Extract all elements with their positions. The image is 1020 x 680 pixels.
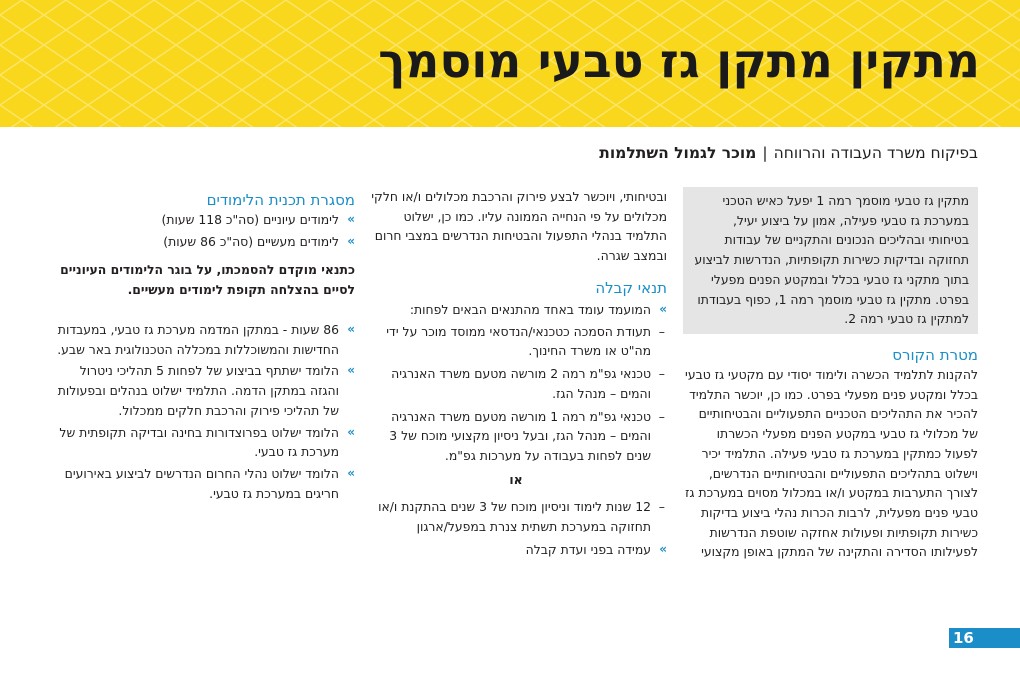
hours-text: לימודים מעשיים (סה"כ 86 שעות) bbox=[163, 233, 339, 249]
list-item bbox=[365, 300, 667, 320]
chevron-double-left-icon: » bbox=[347, 465, 355, 480]
intro-text: מתקין גז טבעי מוסמך רמה 1 יפעל כאיש הטכני במערכת גז טבעי פעילה, אמון על ביצוע יעיל, בטיחותי ובהליכים הנכונים והתקניים של עבודות תחזוקה ובדיקות כשירות תקופתיות, הנדרשות לביצוע בתוך מתקני גז טבעי בכלל ובמקטע הפנים מפעלי בפרט. מתקין גז טבעי מוסמך רמה 1, כפוף בעבודתו למתקין גז טבעי רמה 2. bbox=[694, 193, 969, 327]
page-number-tab bbox=[949, 628, 1020, 648]
list-item bbox=[55, 464, 355, 503]
page-number: 16 bbox=[953, 629, 974, 647]
admission-heading: תנאי קבלה bbox=[595, 279, 667, 297]
intro-box bbox=[683, 187, 978, 334]
curriculum-heading: מסגרת תכנית הלימודים bbox=[206, 191, 355, 209]
page-title: מתקין מתקן גז טבעי מוסמך bbox=[378, 34, 980, 89]
chevron-double-left-icon: » bbox=[347, 233, 355, 248]
list-item bbox=[55, 423, 355, 462]
list-item bbox=[55, 210, 355, 230]
chevron-double-left-icon: » bbox=[347, 363, 355, 378]
hours-section bbox=[55, 210, 355, 253]
dash-icon: – bbox=[658, 499, 665, 515]
list-item bbox=[55, 320, 355, 359]
admission-section bbox=[365, 300, 667, 561]
or-label: או bbox=[509, 471, 523, 487]
list-item bbox=[365, 497, 667, 536]
committee-list bbox=[365, 540, 667, 560]
supervision-text: בפיקוח משרד העבודה והרווחה bbox=[773, 144, 978, 162]
chevron-double-left-icon: » bbox=[347, 424, 355, 439]
prerequisite-note: כתנאי מוקדם להסמכתו, על בוגר הלימודים העיוניים לסיים בהצלחה תקופת לימודים מעשיים. bbox=[60, 262, 355, 297]
practical-text: 86 שעות - במתקן המדמה מערכת גז טבעי, במעבדות החדישות והמשוכללות במכללה הטכנולוגית באר שבע. bbox=[57, 322, 339, 357]
list-item bbox=[365, 407, 667, 466]
course-goal-heading: מטרת הקורס bbox=[892, 346, 978, 364]
condition-text: טכנאי גפ"מ רמה 2 מורשה מטעם משרד האנרגיה והמים – מנהל הגז. bbox=[391, 366, 651, 401]
practical-text: הלומד ישתתף בביצוע של לפחות 5 תהליכי ניטרול והגזה במתקן הדמה. התלמיד ישלוט בנהלים ובפעולות של תהליכי פירוק והרכבת חלקים ממכלול. bbox=[57, 363, 339, 418]
dash-icon: – bbox=[658, 366, 665, 382]
hours-list bbox=[55, 210, 355, 251]
admission-lead-list bbox=[365, 300, 667, 320]
admission-lead: המועמד עומד באחד מהתנאים הבאים לפחות: bbox=[409, 302, 651, 317]
title-banner bbox=[0, 0, 1020, 127]
recognition-text: מוכר לגמול השתלמות bbox=[599, 144, 757, 162]
practical-text: הלומד ישלוט בפרוצדורות בחינה ובדיקה תקופתית של מערכת גז טבעי. bbox=[59, 424, 339, 460]
dash-icon: – bbox=[658, 323, 665, 339]
chevron-double-left-icon: » bbox=[659, 302, 667, 316]
hours-text: לימודים עיוניים (סה"כ 118 שעות) bbox=[161, 212, 339, 227]
committee-text: עמידה בפני ועדת קבלה bbox=[525, 541, 651, 557]
list-item bbox=[55, 361, 355, 420]
chevron-double-left-icon: » bbox=[347, 322, 355, 336]
condition-text: תעודת הסמכה כטכנאי/הנדסאי ממוסד מוכר על ידי מה"ט או משרד החינוך. bbox=[386, 323, 651, 359]
conditions-list bbox=[365, 322, 667, 466]
condition-text: טכנאי גפ"מ רמה 1 מורשה מטעם משרד האנרגיה והמים – מנהל הגז, ובעל ניסיון מקצועי מוכח של 3 שנים לפחות בעבודה על מערכות גפ"מ. bbox=[389, 408, 651, 463]
course-goal-text: להקנות לתלמיד הכשרה ולימוד יסודי עם מקטעי גז טבעי בכלל ומקטע פנים מפעלי בפרט. כמו כן, יוכשר התלמיד להכיר את התהליכים הטכניים התפעוליים והבטיחותיים של מכלולי גז טבעי במקטע הפנים מפעלי הכשרתו לפעול כמתקין במערכת גז טבעי פעילה. התלמיד יכיר וישלוט בתהליכים התפעוליים והבטיחותיים הנדרשים, לצורך התערבות במקטע ו/או במכלול מסוים במערכת גז טבעי פנים מפעלית, לרבות הכרות נהלי ביצוע בדיקות כשירות תקופתיות ופעולות אחזקה שוטפת הנדרשות לפעילותו הסדירה והתקינה של המתקן באופן מקצועי bbox=[685, 367, 978, 560]
practical-text: הלומד ישלוט נהלי החרום הנדרשים לביצוע באירועים חריגים במערכת גז טבעי. bbox=[64, 465, 339, 501]
alt-condition-list bbox=[365, 497, 667, 536]
practical-list bbox=[55, 320, 355, 503]
list-item bbox=[365, 322, 667, 361]
list-item bbox=[365, 364, 667, 403]
practical-section bbox=[55, 320, 355, 505]
chevron-double-left-icon: » bbox=[347, 212, 355, 226]
subtitle-line bbox=[599, 143, 978, 163]
list-item bbox=[365, 540, 667, 560]
separator: | bbox=[762, 144, 768, 162]
list-item bbox=[55, 232, 355, 252]
condition-text: 12 שנות לימוד וניסיון מוכח של 3 שנים בהתקנת ו/או תחזוקה במערכת תשתית צנרת במפעל/ארגון bbox=[378, 499, 651, 535]
dash-icon: – bbox=[658, 408, 665, 424]
chevron-double-left-icon: » bbox=[659, 541, 667, 556]
goal-continuation: ובטיחותי, ויוכשר לבצע פירוק והרכבת מכלולים ו/או חלקי מכלולים על פי הנחייה הממונה עליו. כמו כן, ישלוט התלמיד בנהלי התפעול והבטיחות הנדרשים במצבי חרום ובמצב שגרה. bbox=[371, 189, 667, 264]
